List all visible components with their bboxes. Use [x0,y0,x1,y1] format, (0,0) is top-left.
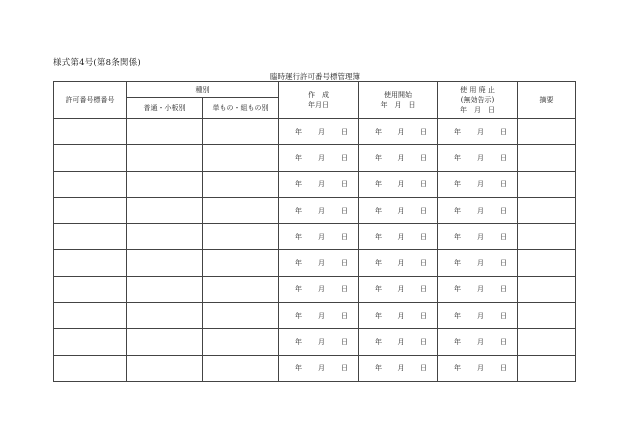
header-created-line1: 作 成 [308,91,329,99]
cell-permit-number [54,329,127,355]
date-units [359,311,437,321]
date-units [279,127,358,137]
date-unit-label: 年 [375,180,382,189]
cell-start-date [359,119,438,145]
date-unit-label: 日 [420,338,427,347]
date-unit-label: 月 [318,311,325,320]
date-unit-label: 月 [397,153,405,162]
date-unit-label: 日 [341,180,348,189]
cell-created-date [279,197,359,223]
cell-abolish-date [438,276,518,302]
date-unit-label: 月 [318,285,325,294]
date-unit-label: 月 [477,127,484,136]
date-unit-label: 年 [375,259,382,268]
date-unit-label: 年 [375,232,382,241]
date-units [359,232,437,242]
date-unit-label: 月 [318,206,325,215]
cell-abolish-date [438,171,518,197]
cell-type-sub1 [127,119,203,145]
table-row [54,171,576,197]
cell-remarks [518,145,576,171]
cell-remarks [518,276,576,302]
date-unit-label: 年 [454,364,461,373]
cell-abolish-date [438,224,518,250]
date-units [279,153,358,163]
date-unit-label: 日 [500,259,507,268]
header-abolish-date [438,82,518,119]
date-unit-label: 月 [397,127,405,136]
cell-permit-number [54,250,127,276]
date-unit-label: 日 [420,285,427,294]
cell-created-date [279,119,359,145]
cell-created-date [279,145,359,171]
header-created-date [279,82,359,119]
date-unit-label: 年 [454,259,461,268]
cell-type-sub1 [127,224,203,250]
cell-remarks [518,355,576,381]
date-units [279,284,358,294]
date-unit-label: 月 [477,180,484,189]
date-unit-label: 月 [477,153,484,162]
cell-start-date [359,303,438,329]
cell-type-sub1 [127,303,203,329]
table-row [54,250,576,276]
table-row [54,119,576,145]
date-unit-label: 日 [341,338,348,347]
date-unit-label: 年 [454,153,461,162]
date-units [438,311,517,321]
date-units [438,206,517,216]
cell-abolish-date [438,355,518,381]
cell-created-date [279,355,359,381]
cell-start-date [359,355,438,381]
date-units [279,206,358,216]
cell-type-sub1 [127,197,203,223]
cell-start-date [359,250,438,276]
date-unit-label: 月 [318,180,325,189]
cell-start-date [359,171,438,197]
date-unit-label: 月 [397,338,405,347]
cell-start-date [359,145,438,171]
cell-abolish-date [438,197,518,223]
date-units [438,284,517,294]
cell-type-sub2 [203,250,279,276]
cell-start-date [359,224,438,250]
date-unit-label: 年 [295,232,302,241]
date-unit-label: 日 [500,364,507,373]
cell-permit-number [54,119,127,145]
cell-type-sub1 [127,145,203,171]
table-row [54,303,576,329]
cell-permit-number [54,224,127,250]
date-unit-label: 月 [477,232,484,241]
date-units [359,258,437,268]
date-unit-label: 年 [295,285,302,294]
date-units [359,206,437,216]
date-unit-label: 年 [295,153,302,162]
date-unit-label: 日 [341,364,348,373]
date-unit-label: 日 [341,153,348,162]
cell-type-sub2 [203,224,279,250]
date-units [438,258,517,268]
cell-type-sub1 [127,250,203,276]
cell-remarks [518,303,576,329]
cell-type-sub2 [203,145,279,171]
date-unit-label: 年 [375,338,382,347]
cell-abolish-date [438,303,518,329]
cell-type-sub2 [203,355,279,381]
date-units [438,363,517,373]
date-unit-label: 日 [420,364,427,373]
cell-type-sub1 [127,355,203,381]
cell-remarks [518,224,576,250]
date-unit-label: 日 [500,232,507,241]
date-unit-label: 日 [341,206,348,215]
date-unit-label: 年 [295,259,302,268]
cell-start-date [359,197,438,223]
date-unit-label: 月 [397,259,405,268]
date-unit-label: 年 [454,338,461,347]
date-unit-label: 年 [454,311,461,320]
cell-type-sub2 [203,171,279,197]
date-unit-label: 年 [375,364,382,373]
cell-type-sub1 [127,329,203,355]
date-unit-label: 月 [477,364,484,373]
date-unit-label: 年 [454,232,461,241]
header-start-line1: 使用開始 [384,91,412,99]
date-unit-label: 年 [375,285,382,294]
date-unit-label: 日 [500,153,507,162]
table-row [54,276,576,302]
date-units [438,337,517,347]
document-title: 臨時運行許可番号標管理簿 [270,72,360,81]
header-remarks: 摘要 [518,82,576,119]
cell-start-date [359,329,438,355]
cell-type-sub1 [127,276,203,302]
cell-created-date [279,171,359,197]
date-units [359,127,437,137]
cell-permit-number [54,197,127,223]
date-unit-label: 月 [477,338,484,347]
cell-remarks [518,329,576,355]
date-unit-label: 日 [341,311,348,320]
date-unit-label: 月 [397,232,405,241]
date-unit-label: 月 [318,153,325,162]
date-units [359,337,437,347]
date-units [279,258,358,268]
cell-remarks [518,250,576,276]
date-unit-label: 月 [477,285,484,294]
date-units [359,363,437,373]
date-unit-label: 年 [375,206,382,215]
date-units [438,127,517,137]
cell-type-sub2 [203,119,279,145]
date-units [359,179,437,189]
date-unit-label: 日 [500,127,507,136]
date-unit-label: 月 [397,311,405,320]
cell-remarks [518,119,576,145]
date-unit-label: 日 [420,311,427,320]
table-row [54,329,576,355]
ledger-body [54,119,576,382]
cell-remarks [518,171,576,197]
date-unit-label: 日 [500,180,507,189]
date-unit-label: 年 [454,127,461,136]
date-unit-label: 月 [477,311,484,320]
date-units [279,311,358,321]
date-unit-label: 年 [295,364,302,373]
date-units [279,337,358,347]
date-unit-label: 日 [500,206,507,215]
date-units [359,153,437,163]
cell-abolish-date [438,250,518,276]
cell-type-sub2 [203,303,279,329]
cell-type-sub2 [203,197,279,223]
date-units [279,179,358,189]
date-unit-label: 日 [341,232,348,241]
date-unit-label: 日 [420,127,427,136]
date-unit-label: 日 [341,259,348,268]
date-unit-label: 日 [420,153,427,162]
date-unit-label: 月 [477,259,484,268]
date-unit-label: 月 [318,338,325,347]
header-start-line2: 年 月 日 [380,101,416,109]
date-unit-label: 年 [295,127,302,136]
date-unit-label: 年 [295,180,302,189]
date-unit-label: 月 [318,232,325,241]
date-unit-label: 月 [477,206,484,215]
date-units [438,153,517,163]
date-unit-label: 月 [397,180,405,189]
cell-type-sub2 [203,329,279,355]
date-unit-label: 月 [397,206,405,215]
cell-permit-number [54,276,127,302]
date-unit-label: 日 [500,285,507,294]
cell-permit-number [54,145,127,171]
cell-created-date [279,276,359,302]
table-row [54,197,576,223]
date-unit-label: 年 [375,127,382,136]
date-unit-label: 年 [295,206,302,215]
date-unit-label: 年 [454,285,461,294]
date-unit-label: 年 [375,153,382,162]
header-start-date [359,82,438,119]
cell-type-sub2 [203,276,279,302]
date-unit-label: 日 [500,311,507,320]
date-unit-label: 日 [341,127,348,136]
date-unit-label: 年 [375,311,382,320]
cell-abolish-date [438,119,518,145]
cell-created-date [279,329,359,355]
cell-permit-number [54,355,127,381]
header-created-line2: 年月日 [308,101,329,109]
date-units [279,232,358,242]
date-unit-label: 年 [454,206,461,215]
header-type-sub1: 普通・小板別 [127,98,203,119]
date-unit-label: 年 [295,311,302,320]
cell-created-date [279,250,359,276]
table-row [54,355,576,381]
ledger-table [53,81,576,382]
date-unit-label: 年 [454,180,461,189]
header-abolish-line1: 使 用 廃 止 [460,86,495,94]
date-units [359,284,437,294]
cell-type-sub1 [127,171,203,197]
date-unit-label: 日 [420,232,427,241]
cell-permit-number [54,171,127,197]
cell-created-date [279,224,359,250]
date-unit-label: 年 [295,338,302,347]
header-permit-number: 許可番号標番号 [54,82,127,119]
cell-abolish-date [438,145,518,171]
form-number-label: 様式第4号(第8条関係) [53,58,141,68]
cell-created-date [279,303,359,329]
cell-remarks [518,197,576,223]
header-abolish-line3: 年 月 日 [460,106,495,114]
date-unit-label: 月 [318,259,325,268]
cell-start-date [359,276,438,302]
cell-abolish-date [438,329,518,355]
date-unit-label: 日 [341,285,348,294]
date-units [438,232,517,242]
date-unit-label: 日 [420,180,427,189]
table-row [54,224,576,250]
date-unit-label: 月 [318,127,325,136]
date-unit-label: 日 [420,259,427,268]
date-unit-label: 日 [420,206,427,215]
date-units [438,179,517,189]
cell-permit-number [54,303,127,329]
header-type-sub2: 単もの・組もの別 [203,98,279,119]
date-unit-label: 月 [397,364,405,373]
date-unit-label: 月 [397,285,405,294]
date-units [279,363,358,373]
date-unit-label: 月 [318,364,325,373]
header-abolish-line2: (無効告示) [460,96,495,104]
header-type: 種別 [127,82,279,98]
date-unit-label: 日 [500,338,507,347]
table-row [54,145,576,171]
